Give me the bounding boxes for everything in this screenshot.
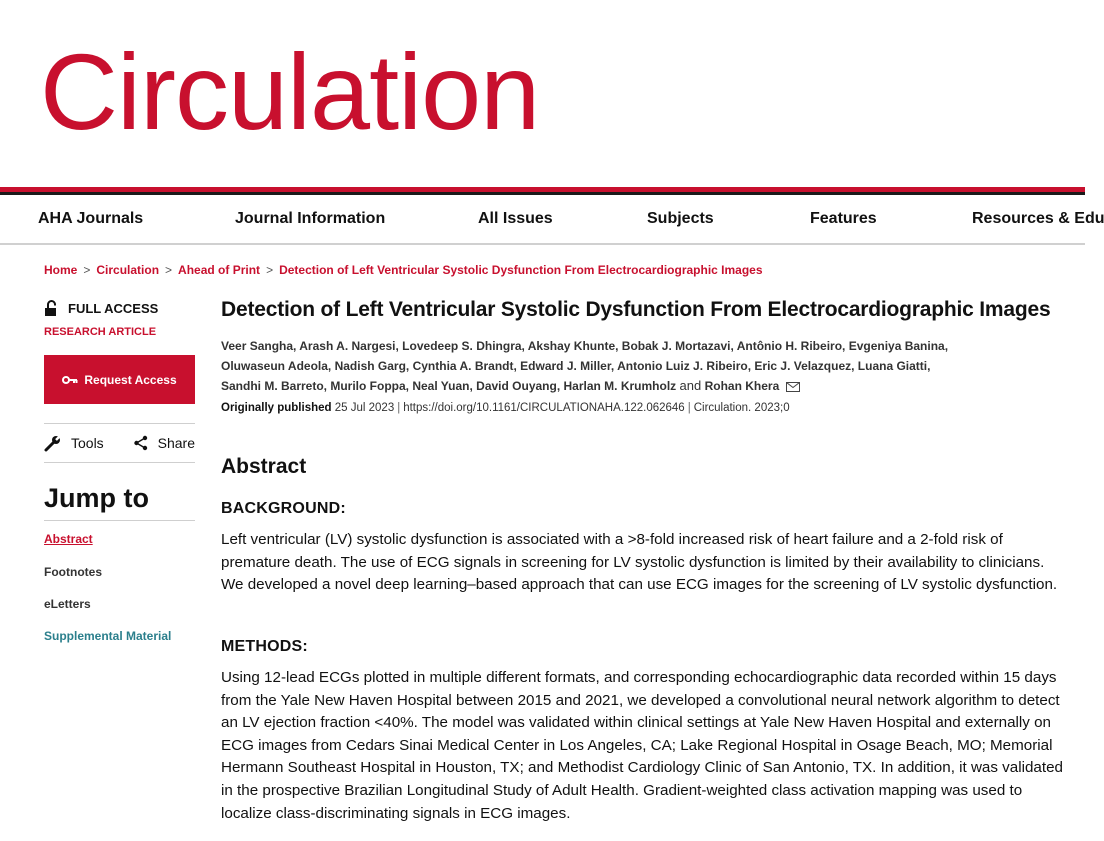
- share-button[interactable]: [133, 435, 195, 451]
- share-icon: [133, 435, 149, 451]
- doi-link[interactable]: https://doi.org/10.1161/CIRCULATIONAHA.122.062646: [403, 402, 685, 414]
- authors-line[interactable]: Veer Sangha, Arash A. Nargesi, Lovedeep S. Dhingra, Akshay Khunte, Bobak J. Mortazavi, Antônio H. Ribeiro, Evgeniya Banina,: [221, 339, 949, 353]
- jump-to-heading: Jump to: [44, 483, 149, 513]
- nav-subjects[interactable]: Subjects: [647, 210, 714, 227]
- nav-features[interactable]: Features: [810, 210, 877, 227]
- published-label: Originally published: [221, 402, 332, 414]
- breadcrumb-home[interactable]: Home: [44, 263, 78, 277]
- share-label: Share: [157, 435, 195, 451]
- citation: Circulation. 2023;0: [693, 402, 790, 414]
- abstract-heading: Abstract: [221, 455, 307, 478]
- request-access-button[interactable]: [44, 355, 195, 404]
- chevron-right-icon: >: [83, 263, 91, 277]
- nav-aha-journals[interactable]: AHA Journals: [38, 210, 144, 227]
- jump-link-eletters[interactable]: eLetters: [44, 597, 91, 611]
- envelope-icon[interactable]: [786, 382, 800, 392]
- article-title: Detection of Left Ventricular Systolic Dysfunction From Electrocardiographic Images: [221, 298, 1051, 321]
- authors-line[interactable]: Sandhi M. Barreto, Murilo Foppa, Neal Yuan, David Ouyang, Harlan M. Krumholz: [221, 379, 677, 393]
- access-label: FULL ACCESS: [68, 301, 159, 316]
- breadcrumb-current[interactable]: Detection of Left Ventricular Systolic Dysfunction From Electrocardiographic Images: [279, 263, 763, 277]
- corresponding-author[interactable]: Rohan Khera: [704, 379, 780, 393]
- chevron-right-icon: >: [165, 263, 173, 277]
- author-list: [221, 337, 1021, 397]
- published-date: 25 Jul 2023: [334, 402, 395, 414]
- chevron-right-icon: >: [266, 263, 274, 277]
- tools-label: Tools: [71, 435, 104, 451]
- breadcrumb: [44, 263, 763, 277]
- jump-divider: [44, 520, 195, 521]
- nav-resources[interactable]: Resources & Edu: [972, 210, 1104, 227]
- jump-link-supplemental[interactable]: Supplemental Material: [44, 629, 172, 643]
- nav-journal-information[interactable]: Journal Information: [235, 210, 386, 227]
- breadcrumb-ahead-of-print[interactable]: Ahead of Print: [178, 263, 261, 277]
- jump-link-abstract[interactable]: Abstract: [44, 532, 93, 546]
- tools-button[interactable]: [44, 434, 104, 452]
- methods-paragraph: Using 12-lead ECGs plotted in multiple different formats, and corresponding echocardiographic data recorded within 15 days from the Yale New Haven Hospital between 2015 and 2021, we developed a convolutional neural network algorithm to detect an LV ejection fraction <40%. The model was validated within clinical settings at Yale New Haven Hospital and externally on ECG images from Cedars Sinai Medical Center in Los Angeles, CA; Lake Regional Hospital in Osage Beach, MO; Memorial Hermann Southeast Hospital in Houston, TX; and Methodist Cardiology Clinic of San Antonio, TX. In addition, it was validated in the prospective Brazilian Longitudinal Study of Adult Health. Gradient-weighted class activation mapping was used to localize class-discriminating signals in ECG images.: [221, 669, 1063, 822]
- jump-link-footnotes[interactable]: Footnotes: [44, 565, 102, 579]
- main-nav: [0, 195, 1104, 245]
- access-status: [44, 300, 158, 317]
- lock-open-icon: [44, 300, 61, 317]
- tools-row: [44, 423, 195, 463]
- background-paragraph: Left ventricular (LV) systolic dysfunction is associated with a >8-fold increased risk of heart failure and a 2-fold risk of premature death. The use of ECG signals in screening for LV systolic dysfunction is limited by their availability to clinicians. We developed a novel deep learning–based approach that can use ECG images for the screening of LV systolic dysfunction.: [221, 531, 1058, 594]
- nav-all-issues[interactable]: All Issues: [478, 210, 553, 227]
- key-icon: [62, 375, 78, 385]
- journal-logo[interactable]: Circulation: [40, 31, 540, 152]
- authors-line[interactable]: Oluwaseun Adeola, Nadish Garg, Cynthia A. Brandt, Edward J. Miller, Antonio Luiz J. Ribeiro, Eric J. Velazquez, Luana Giatti,: [221, 358, 931, 373]
- background-heading: BACKGROUND:: [221, 500, 346, 517]
- publication-info: Originally published 25 Jul 2023 | https://doi.org/10.1161/CIRCULATIONAHA.122.062646 | Circulation. 2023;0: [221, 402, 790, 414]
- request-access-label: Request Access: [84, 372, 177, 387]
- article-type-label: RESEARCH ARTICLE: [44, 326, 157, 338]
- wrench-icon: [44, 434, 62, 452]
- breadcrumb-circulation[interactable]: Circulation: [96, 263, 160, 277]
- authors-and: and: [679, 378, 702, 393]
- methods-heading: METHODS:: [221, 638, 308, 655]
